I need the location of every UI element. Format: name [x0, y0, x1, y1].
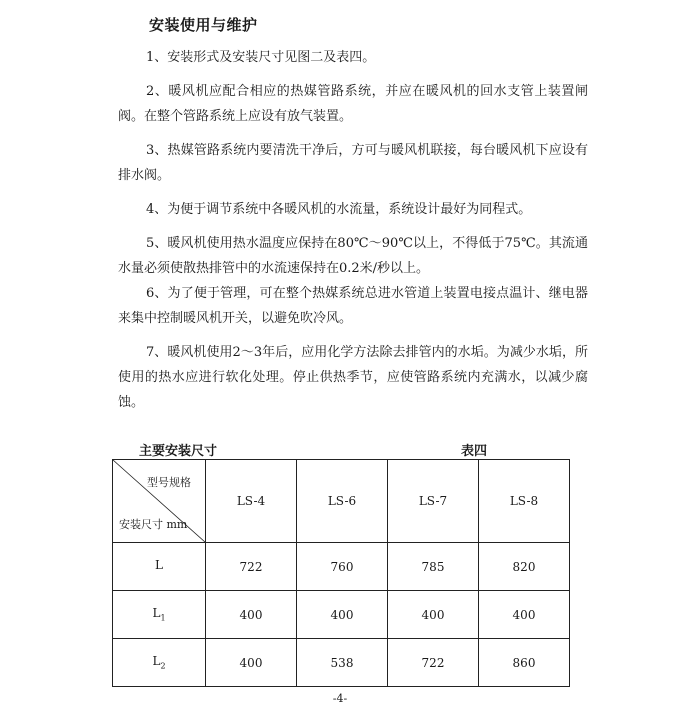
table-cell: 400: [297, 591, 388, 639]
paragraph-6: 6、为了便于管理，可在整个热媒系统总进水管道上装置电接点温计、继电器来集中控制暖风机开关，以避免吹冷风。: [118, 286, 588, 326]
row-label-text: L: [155, 558, 163, 573]
table-cell: 400: [206, 639, 297, 687]
paragraph-3: 3、热媒管路系统内要清洗干净后，方可与暖风机联接，每台暖风机下应设有排水阀。: [118, 143, 588, 183]
table-cell: 400: [479, 591, 570, 639]
section-title: 安装使用与维护: [149, 16, 258, 34]
column-header: LS-4: [206, 460, 297, 543]
row-label-subscript: 1: [160, 613, 166, 623]
row-label: [113, 639, 206, 687]
table-cell: 722: [206, 543, 297, 591]
table-cell: 400: [206, 591, 297, 639]
table-corner-cell: [113, 460, 206, 543]
row-label-text: L: [152, 606, 161, 621]
column-header: LS-6: [297, 460, 388, 543]
paragraph-4: 4、为便于调节系统中各暖风机的水流量，系统设计最好为同程式。: [146, 202, 532, 217]
table-cell: 400: [388, 591, 479, 639]
installation-dimensions-table: [112, 459, 570, 687]
paragraph-1: 1、安装形式及安装尺寸见图二及表四。: [146, 50, 376, 65]
table-cell: 538: [297, 639, 388, 687]
table-header-row: [113, 460, 570, 543]
table-caption: 主要安装尺寸: [139, 444, 218, 459]
table-row: [113, 591, 570, 639]
page-number: -4-: [332, 692, 348, 705]
table-row: [113, 543, 570, 591]
row-label: [113, 591, 206, 639]
column-header: LS-8: [479, 460, 570, 543]
row-label-subscript: 2: [160, 661, 166, 671]
table-cell: 760: [297, 543, 388, 591]
corner-label-model: 型号规格: [147, 476, 191, 489]
row-label: [113, 543, 206, 591]
table-cell: 820: [479, 543, 570, 591]
table-row: [113, 639, 570, 687]
row-label-text: L: [152, 654, 161, 669]
corner-label-dimension: 安装尺寸 mm: [119, 518, 188, 531]
table-cell: 860: [479, 639, 570, 687]
paragraph-7: 7、暖风机使用2～3年后，应用化学方法除去排管内的水垢。为减少水垢，所使用的热水应进行软化处理。停止供热季节，应使管路系统内充满水，以减少腐蚀。: [118, 345, 588, 410]
paragraph-5: 5、暖风机使用热水温度应保持在80℃～90℃以上，不得低于75℃。其流通水量必须使散热排管中的水流速保持在0.2米/秒以上。: [118, 236, 588, 276]
table-cell: 785: [388, 543, 479, 591]
table-number: 表四: [461, 444, 488, 459]
paragraph-2: 2、暖风机应配合相应的热媒管路系统，并应在暖风机的回水支管上装置闸阀。在整个管路系统上应设有放气装置。: [118, 84, 588, 124]
column-header: LS-7: [388, 460, 479, 543]
table-cell: 722: [388, 639, 479, 687]
